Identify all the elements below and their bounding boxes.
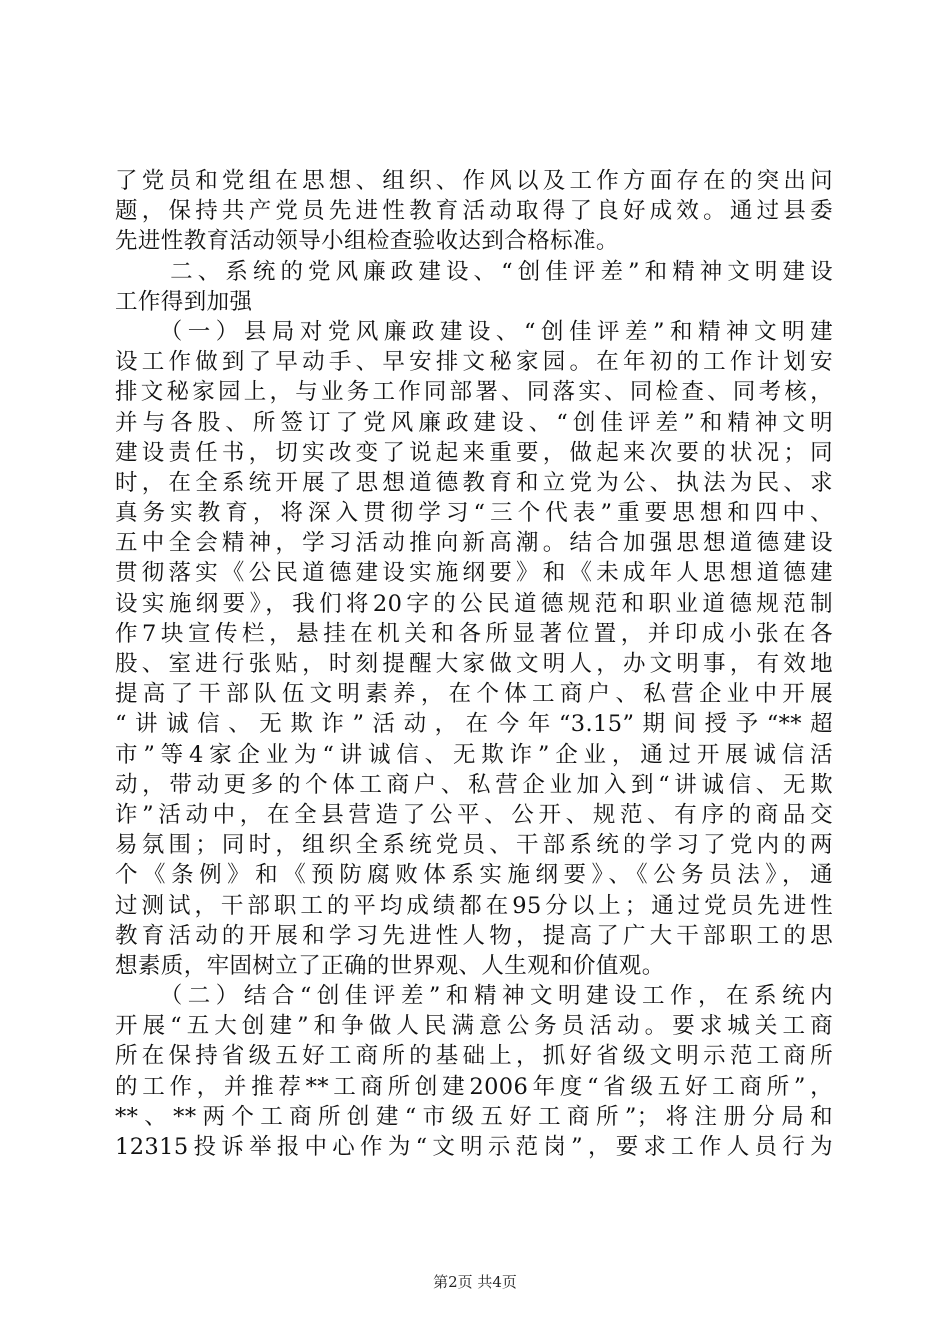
text-line: （二）结合“创佳评差”和精神文明建设工作，在系统内 [115,983,833,1010]
text-line: 易氛围；同时，组织全系统党员、干部系统的学习了党内的两 [115,832,833,859]
text-line: （一）县局对党风廉政建设、“创佳评差”和精神文明建 [115,318,833,345]
body-text [115,166,833,1162]
text-line: 教育活动的开展和学习先进性人物，提高了广大干部职工的思 [115,922,833,949]
text-line: 了党员和党组在思想、组织、作风以及工作方面存在的突出问 [115,168,833,194]
text-line: 过测试，干部职工的平均成绩都在95分以上；通过党员先进性 [115,892,833,919]
text-line: 作7块宣传栏，悬挂在机关和各所显著位置，并印成小张在各 [115,620,833,647]
text-line: 开展“五大创建”和争做人民满意公务员活动。要求城关工商 [115,1013,833,1040]
text-line: 时，在全系统开展了思想道德教育和立党为公、执法为民、求 [115,469,833,496]
text-line: 五中全会精神，学习活动推向新高潮。结合加强思想道德建设 [115,530,833,557]
text-line: 建设责任书，切实改变了说起来重要，做起来次要的状况；同 [115,439,833,466]
text-line: 题，保持共产党员先进性教育活动取得了良好成效。通过县委 [115,198,833,225]
text-line: 先进性教育活动领导小组检查验收达到合格标准。 [115,228,619,255]
text-line: 排文秘家园上，与业务工作同部署、同落实、同检查、同考核， [115,379,833,406]
text-line: 设工作做到了早动手、早安排文秘家园。在年初的工作计划安 [115,349,833,376]
text-line: 贯彻落实《公民道德建设实施纲要》和《未成年人思想道德建 [115,560,833,587]
text-line: 工作得到加强 [115,288,253,315]
page-footer: 第2页 共4页 [433,1273,517,1291]
text-line: 二、系统的党风廉政建设、“创佳评差”和精神文明建设 [115,258,833,285]
text-line: 动，带动更多的个体工商户、私营企业加入到“讲诚信、无欺 [115,771,833,798]
text-line: 设实施纲要》，我们将20字的公民道德规范和职业道德规范制 [115,590,833,617]
text-line: 所在保持省级五好工商所的基础上，抓好省级文明示范工商所 [115,1043,833,1070]
text-line: 提高了干部队伍文明素养，在个体工商户、私营企业中开展 [115,681,833,708]
text-line: 真务实教育，将深入贯彻学习“三个代表”重要思想和四中、 [115,500,833,527]
text-line: **、**两个工商所创建“市级五好工商所”；将注册分局和 [115,1103,833,1130]
text-line: 的工作，并推荐**工商所创建2006年度“省级五好工商所”， [115,1073,833,1100]
text-line: “讲诚信、无欺诈”活动，在今年“3.15”期间授予“**超 [115,711,833,738]
text-line: 股、室进行张贴，时刻提醒大家做文明人，办文明事，有效地 [115,651,833,677]
text-line: 12315投诉举报中心作为“文明示范岗”，要求工作人员行为 [115,1134,833,1160]
text-line: 市”等4家企业为“讲诚信、无欺诈”企业，通过开展诚信活 [115,741,833,768]
text-line: 并与各股、所签订了党风廉政建设、“创佳评差”和精神文明 [115,409,833,436]
text-line: 想素质，牢固树立了正确的世界观、人生观和价值观。 [115,952,665,979]
text-line: 诈”活动中，在全县营造了公平、公开、规范、有序的商品交 [115,801,833,828]
text-line: 个《条例》和《预防腐败体系实施纲要》、《公务员法》，通 [115,862,833,889]
